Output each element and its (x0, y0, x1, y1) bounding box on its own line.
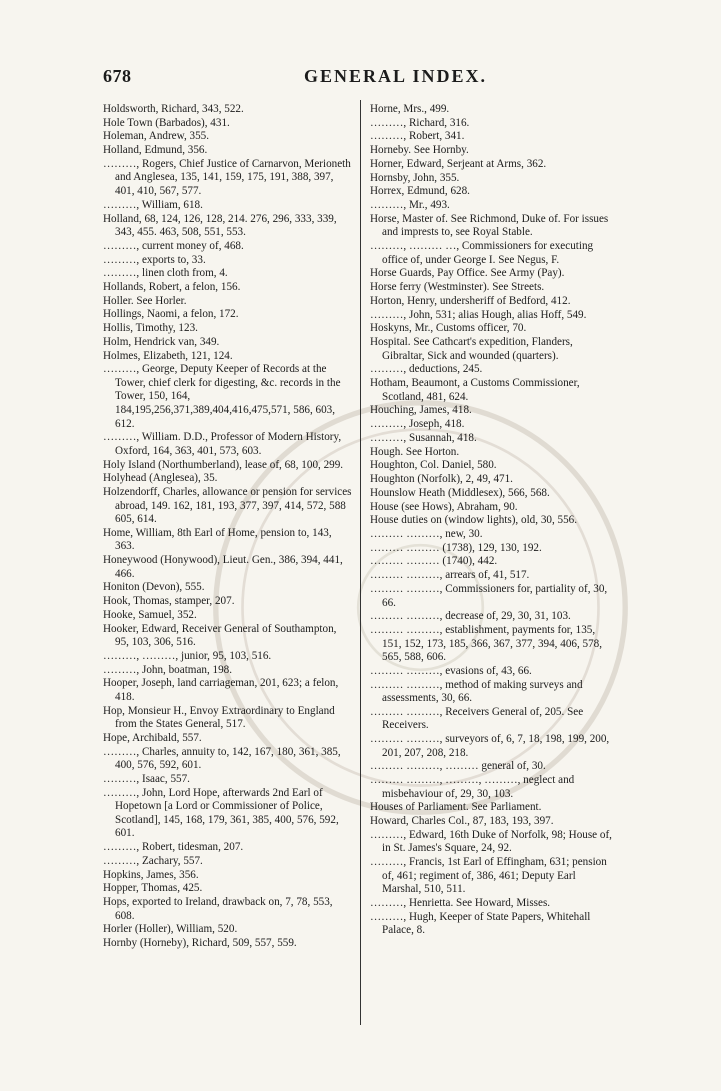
index-entry: Hops, exported to Ireland, drawback on, 7, 78, 553, 608. (103, 896, 333, 922)
index-entry: Horse, Master of. See Richmond, Duke of. For issues and imprests to, see Royal Stable. (370, 212, 609, 239)
index-entry: Holeman, Andrew, 355. (103, 130, 210, 143)
index-entry: Holler. See Horler. (103, 294, 187, 307)
index-entry: Hollis, Timothy, 123. (103, 322, 198, 335)
index-entry: Horler (Holler), William, 520. (103, 923, 238, 936)
index-entry: ……… ………, new, 30. (370, 528, 483, 541)
index-entry: ……… ………, Receivers General of, 205. See Receivers. (370, 705, 584, 732)
index-entry: Hoskyns, Mr., Customs officer, 70. (370, 322, 527, 335)
index-entry: ………, deductions, 245. (370, 363, 483, 376)
index-entry: ……… ……… (1740), 442. (370, 555, 498, 568)
index-entry: ………, Hugh, Keeper of State Papers, Whitehall Palace, 8. (370, 910, 591, 937)
index-entry: ………, Isaac, 557. (103, 772, 190, 785)
index-entry: ………, Mr., 493. (370, 199, 450, 212)
left-index-column (103, 103, 353, 951)
index-entry: Hooke, Samuel, 352. (103, 608, 197, 621)
index-entry: ………, current money of, 468. (103, 239, 244, 252)
index-entry: Hough. See Horton. (370, 445, 460, 458)
index-entry: Horse Guards, Pay Office. See Army (Pay). (370, 267, 565, 280)
index-entry: Hopper, Thomas, 425. (103, 882, 203, 895)
index-entry: Holland, Edmund, 356. (103, 144, 208, 157)
index-entry: Hooker, Edward, Receiver General of Southampton, 95, 103, 306, 516. (103, 622, 337, 649)
index-entry: ……… ………, method of making surveys and assessments, 30, 66. (370, 678, 583, 705)
index-entry: Hop, Monsieur H., Envoy Extraordinary to England from the States General, 517. (103, 704, 335, 731)
index-entry: Hollands, Robert, a felon, 156. (103, 280, 241, 293)
index-entry: ………, John, 531; alias Hough, alias Hoff, 549. (370, 308, 587, 321)
index-entry: House (see Hows), Abraham, 90. (370, 500, 518, 513)
index-entry: Holmes, Elizabeth, 121, 124. (103, 349, 233, 362)
index-entry: ………, Francis, 1st Earl of Effingham, 631; pension of, 461; regiment of, 386, 461; Deputy Earl Marshal, 510, 511. (370, 856, 607, 896)
page-number: 678 (103, 66, 132, 86)
index-entry: ………, Charles, annuity to, 142, 167, 180, 361, 385, 400, 576, 592, 601. (103, 745, 341, 772)
index-entry: ……… ………, surveyors of, 6, 7, 18, 198, 199, 200, 201, 207, 208, 218. (370, 733, 610, 759)
index-entry: Hollings, Naomi, a felon, 172. (103, 308, 239, 321)
index-entry: ………, George, Deputy Keeper of Records at the Tower, chief clerk for digesting, &c. records in the Tower, 150, 164, 184,195,256,371,389,404,416,475,571, 586, 603, 612. (103, 363, 341, 430)
index-entry: House duties on (window lights), old, 30, 556. (370, 514, 578, 527)
index-entry: Hotham, Beaumont, a Customs Commissioner, Scotland, 481, 624. (370, 377, 580, 403)
index-entry: ………, Richard, 316. (370, 116, 470, 129)
index-entry: ………, William. D.D., Professor of Modern History, Oxford, 164, 363, 401, 573, 603. (103, 431, 342, 457)
index-entry: Holzendorff, Charles, allowance or pension for services abroad, 149. 162, 181, 193, 377, 397, 414, 572, 588 605, 614. (103, 486, 352, 526)
index-entry: ………, ……… …, Commissioners for executing office of, under George I. See Negus, F. (370, 240, 594, 266)
index-entry: ……… ………, arrears of, 41, 517. (370, 569, 530, 582)
right-index-column (370, 103, 616, 938)
index-entry: Houching, James, 418. (370, 404, 472, 417)
index-entry: Hopkins, James, 356. (103, 868, 199, 881)
index-entry: Hornby (Horneby), Richard, 509, 557, 559. (103, 937, 297, 950)
index-entry: Holdsworth, Richard, 343, 522. (103, 103, 244, 115)
index-entry: ……… ………, Commissioners for, partiality of, 30, 66. (370, 582, 608, 609)
page-header (103, 66, 688, 94)
index-entry: Hole Town (Barbados), 431. (103, 116, 230, 129)
index-entry: ………, ………, junior, 95, 103, 516. (103, 649, 272, 662)
index-entry: ……… ………, decrease of, 29, 30, 31, 103. (370, 610, 571, 623)
index-entry: ………, Robert, 341. (370, 130, 465, 143)
index-entry: Houghton (Norfolk), 2, 49, 471. (370, 473, 513, 486)
index-entry: ………, Edward, 16th Duke of Norfolk, 98; House of, in St. James's Square, 24, 92. (370, 828, 612, 855)
page-title: GENERAL INDEX. (303, 66, 488, 86)
index-entry: ………, linen cloth from, 4. (103, 267, 228, 280)
index-entry: Houses of Parliament. See Parliament. (370, 801, 542, 814)
index-entry: Howard, Charles Col., 87, 183, 193, 397. (370, 815, 554, 828)
index-entry: ………, Joseph, 418. (370, 418, 465, 431)
index-entry: ……… ………, establishment, payments for, 135, 151, 152, 173, 185, 366, 367, 377, 394, 406, 578, 565, 588, 606. (370, 623, 603, 664)
index-entry: Horneby. See Hornby. (370, 144, 469, 157)
index-entry: Horton, Henry, undersheriff of Bedford, 412. (370, 294, 571, 307)
index-entry: ……… ………, evasions of, 43, 66. (370, 664, 532, 677)
index-entry: ………, Rogers, Chief Justice of Carnarvon, Merioneth and Anglesea, 135, 141, 159, 175, 191, 388, 397, 401, 410, 567, 577. (103, 157, 351, 198)
index-entry: ………, Henrietta. See Howard, Misses. (370, 896, 551, 909)
index-entry: ………, Zachary, 557. (103, 854, 203, 867)
index-entry: Holm, Hendrick van, 349. (103, 335, 220, 348)
index-entry: Holyhead (Anglesea), 35. (103, 472, 218, 485)
index-entry: ……… ……… (1738), 129, 130, 192. (370, 541, 542, 554)
index-entry: Holland, 68, 124, 126, 128, 214. 276, 296, 333, 339, 343, 455. 463, 508, 551, 553. (103, 212, 337, 239)
index-entry: Hope, Archibald, 557. (103, 731, 202, 744)
index-entry: Hooper, Joseph, land carriageman, 201, 623; a felon, 418. (103, 677, 339, 703)
index-entry: ………, Robert, tidesman, 207. (103, 841, 244, 854)
index-entry: Houghton, Col. Daniel, 580. (370, 459, 497, 472)
index-entry: Hounslow Heath (Middlesex), 566, 568. (370, 486, 550, 499)
index-entry: Horner, Edward, Serjeant at Arms, 362. (370, 157, 547, 170)
index-entry: Holy Island (Northumberland), lease of, 68, 100, 299. (103, 458, 344, 471)
index-entry: Horse ferry (Westminster). See Streets. (370, 281, 545, 294)
index-entry: Horne, Mrs., 499. (370, 103, 450, 115)
index-entry: ………, John, Lord Hope, afterwards 2nd Earl of Hopetown [a Lord or Commissioner of Police, Scotland], 145, 168, 179, 361, 385, 400, 576, 592, 601. (103, 786, 339, 840)
index-entry: Honiton (Devon), 555. (103, 581, 205, 594)
column-divider (360, 100, 361, 1025)
index-entry: ……… ………, ……… general of, 30. (370, 760, 546, 773)
index-entry: Hospital. See Cathcart's expedition, Flanders, Gibraltar, Sick and wounded (quarters). (370, 336, 573, 362)
index-entry: ………, John, boatman, 198. (103, 663, 233, 676)
index-entry: Hook, Thomas, stamper, 207. (103, 595, 235, 608)
index-entry: ………, William, 618. (103, 198, 203, 211)
index-entry: ………, Susannah, 418. (370, 431, 477, 444)
index-entry: Hornsby, John, 355. (370, 171, 460, 184)
index-entry: ……… ………, ………, ………, neglect and misbehaviour of, 29, 30, 103. (370, 774, 575, 800)
index-entry: Honeywood (Honywood), Lieut. Gen., 386, 394, 441, 466. (103, 554, 343, 580)
index-entry: Horrex, Edmund, 628. (370, 185, 470, 198)
index-entry: ………, exports to, 33. (103, 253, 206, 266)
index-entry: Home, William, 8th Earl of Home, pension to, 143, 363. (103, 526, 332, 553)
